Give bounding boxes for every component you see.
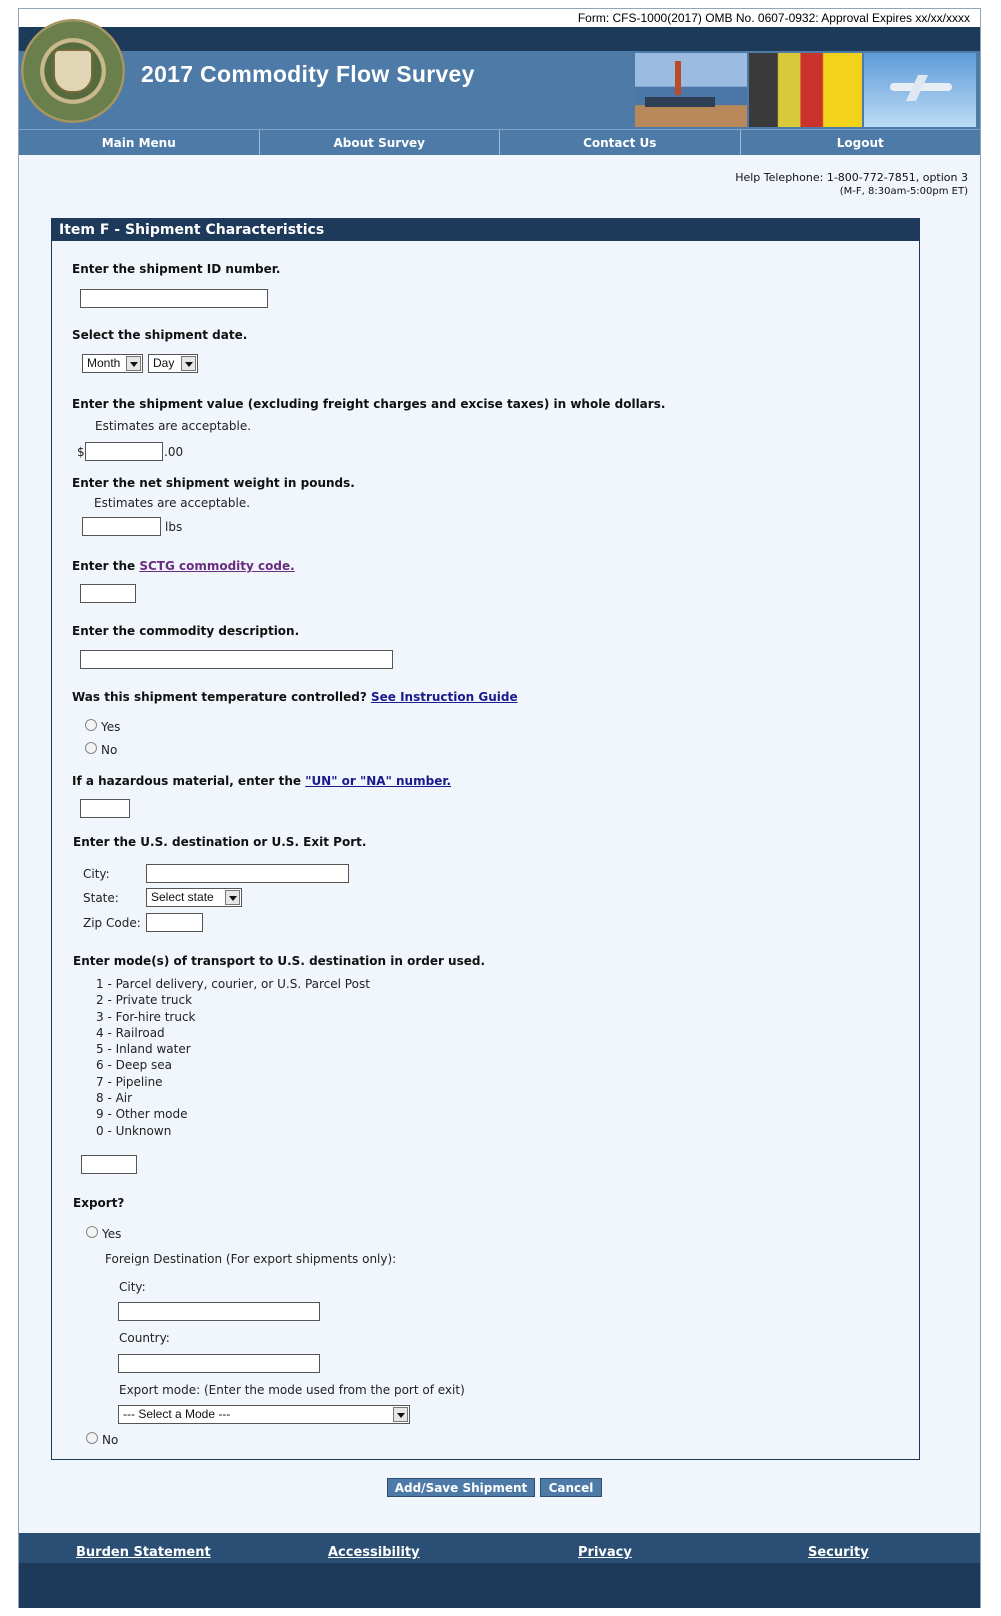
export-mode-select[interactable] — [118, 1405, 410, 1424]
footer-burden-statement-link[interactable]: Burden Statement — [76, 1545, 211, 1560]
form-info-text: Form: CFS-1000(2017) OMB No. 0607-0932: Approval Expires xx/xx/xxxx — [577, 11, 970, 25]
transport-modes-input[interactable] — [81, 1155, 137, 1174]
cents-suffix: .00 — [164, 445, 184, 459]
dest-zip-label: Zip Code: — [83, 916, 141, 930]
temp-no-radio[interactable] — [85, 742, 97, 754]
shipment-value-input[interactable] — [85, 442, 163, 461]
mode-item: 3 - For-hire truck — [96, 1009, 196, 1024]
shipment-value-label: Enter the shipment value (excluding freight charges and excise taxes) in whole dollars. — [72, 397, 666, 411]
mode-item: 4 - Railroad — [96, 1025, 165, 1040]
mode-item: 1 - Parcel delivery, courier, or U.S. Parcel Post — [96, 977, 370, 991]
foreign-city-input[interactable] — [118, 1302, 320, 1321]
transport-modes-label: Enter mode(s) of transport to U.S. destination in order used. — [73, 954, 486, 968]
shipment-weight-input[interactable] — [82, 517, 161, 536]
help-hours: (M-F, 8:30am-5:00pm ET) — [839, 186, 968, 197]
survey-page — [18, 8, 981, 1608]
help-phone-line: Help Telephone: 1-800-772-7851, option 3 — [735, 171, 968, 184]
export-label: Export? — [73, 1196, 125, 1210]
shipment-date-label: Select the shipment date. — [72, 328, 248, 342]
temp-no-label: No — [101, 743, 118, 757]
us-destination-label: Enter the U.S. destination or U.S. Exit Port. — [73, 835, 367, 849]
chevron-down-icon — [225, 890, 240, 905]
hazmat-label — [72, 774, 451, 788]
transport-modes-list — [96, 976, 370, 1139]
export-yes-radio[interactable] — [86, 1226, 98, 1238]
sctg-prefix: Enter the — [72, 559, 140, 573]
mode-item: 6 - Deep sea — [96, 1058, 173, 1073]
export-yes-label: Yes — [102, 1227, 122, 1241]
help-telephone — [735, 171, 968, 199]
month-select-value: Month — [87, 356, 121, 370]
mode-item: 0 - Unknown — [96, 1123, 172, 1138]
header-strip — [19, 27, 980, 51]
export-no-label: No — [102, 1433, 119, 1447]
main-nav — [19, 129, 980, 155]
dollar-sign: $ — [77, 445, 85, 459]
app-title: 2017 Commodity Flow Survey — [141, 61, 475, 87]
sctg-code-label — [72, 559, 295, 573]
foreign-city-label: City: — [119, 1280, 146, 1294]
weight-estimates-note: Estimates are acceptable. — [94, 496, 251, 510]
export-no-radio[interactable] — [86, 1432, 98, 1444]
add-save-shipment-button[interactable]: Add/Save Shipment — [387, 1478, 535, 1497]
transport-photo-strip — [635, 53, 976, 127]
mode-item: 9 - Other mode — [96, 1107, 188, 1122]
cancel-button[interactable]: Cancel — [540, 1478, 602, 1497]
mode-item: 8 - Air — [96, 1091, 133, 1106]
census-seal-logo — [21, 19, 125, 123]
dest-city-input[interactable] — [146, 864, 349, 883]
temp-yes-radio[interactable] — [85, 719, 97, 731]
header-banner — [19, 51, 980, 139]
hazmat-prefix: If a hazardous material, enter the — [72, 774, 306, 788]
month-select[interactable] — [82, 354, 143, 373]
footer-accessibility-link[interactable]: Accessibility — [328, 1545, 420, 1560]
export-mode-label: Export mode: (Enter the mode used from the port of exit) — [119, 1383, 465, 1397]
value-estimates-note: Estimates are acceptable. — [95, 419, 252, 433]
mode-item: 7 - Pipeline — [96, 1074, 163, 1089]
un-na-number-link[interactable]: "UN" or "NA" number. — [305, 774, 452, 788]
hazmat-number-input[interactable] — [80, 799, 130, 818]
dest-state-label: State: — [83, 891, 119, 905]
export-mode-value: --- Select a Mode --- — [123, 1407, 231, 1421]
chevron-down-icon — [393, 1407, 408, 1422]
nav-logout[interactable]: Logout — [836, 136, 884, 150]
country-label: Country: — [119, 1331, 170, 1345]
chevron-down-icon — [126, 356, 141, 371]
sctg-code-link[interactable]: SCTG commodity code. — [139, 559, 295, 573]
state-select[interactable] — [146, 888, 242, 907]
temperature-question: Was this shipment temperature controlled? — [72, 690, 367, 704]
foreign-destination-label: Foreign Destination (For export shipments only): — [105, 1252, 397, 1266]
day-select-value: Day — [153, 356, 175, 370]
instruction-guide-link[interactable]: See Instruction Guide — [370, 690, 518, 704]
mode-item: 2 - Private truck — [96, 993, 193, 1008]
ship-port-image — [635, 53, 747, 127]
temperature-controlled-label — [72, 690, 518, 704]
shipment-id-label: Enter the shipment ID number. — [72, 262, 281, 276]
trucks-image — [749, 53, 861, 127]
sctg-code-input[interactable] — [80, 584, 136, 603]
temp-yes-label: Yes — [101, 720, 121, 734]
chevron-down-icon — [181, 356, 196, 371]
mode-item: 5 - Inland water — [96, 1042, 191, 1057]
shipment-weight-label: Enter the net shipment weight in pounds. — [72, 476, 355, 490]
day-select[interactable] — [148, 354, 198, 373]
state-select-value: Select state — [151, 890, 214, 904]
weight-unit: lbs — [165, 520, 183, 534]
dest-city-label: City: — [83, 867, 110, 881]
shipment-form-panel — [51, 218, 920, 1460]
airplane-image — [864, 53, 976, 127]
panel-title: Item F - Shipment Characteristics — [52, 219, 919, 241]
footer-security-link[interactable]: Security — [808, 1545, 869, 1560]
footer-privacy-link[interactable]: Privacy — [578, 1545, 632, 1560]
country-input[interactable] — [118, 1354, 320, 1373]
form-info-bar — [19, 9, 980, 27]
commodity-description-label: Enter the commodity description. — [72, 624, 300, 638]
nav-main-menu[interactable]: Main Menu — [19, 130, 260, 155]
commodity-description-input[interactable] — [80, 650, 393, 669]
nav-contact-us[interactable]: Contact Us — [500, 130, 741, 155]
nav-about-survey[interactable]: About Survey — [260, 130, 501, 155]
dest-zip-input[interactable] — [146, 913, 203, 932]
shipment-id-input[interactable] — [80, 289, 268, 308]
